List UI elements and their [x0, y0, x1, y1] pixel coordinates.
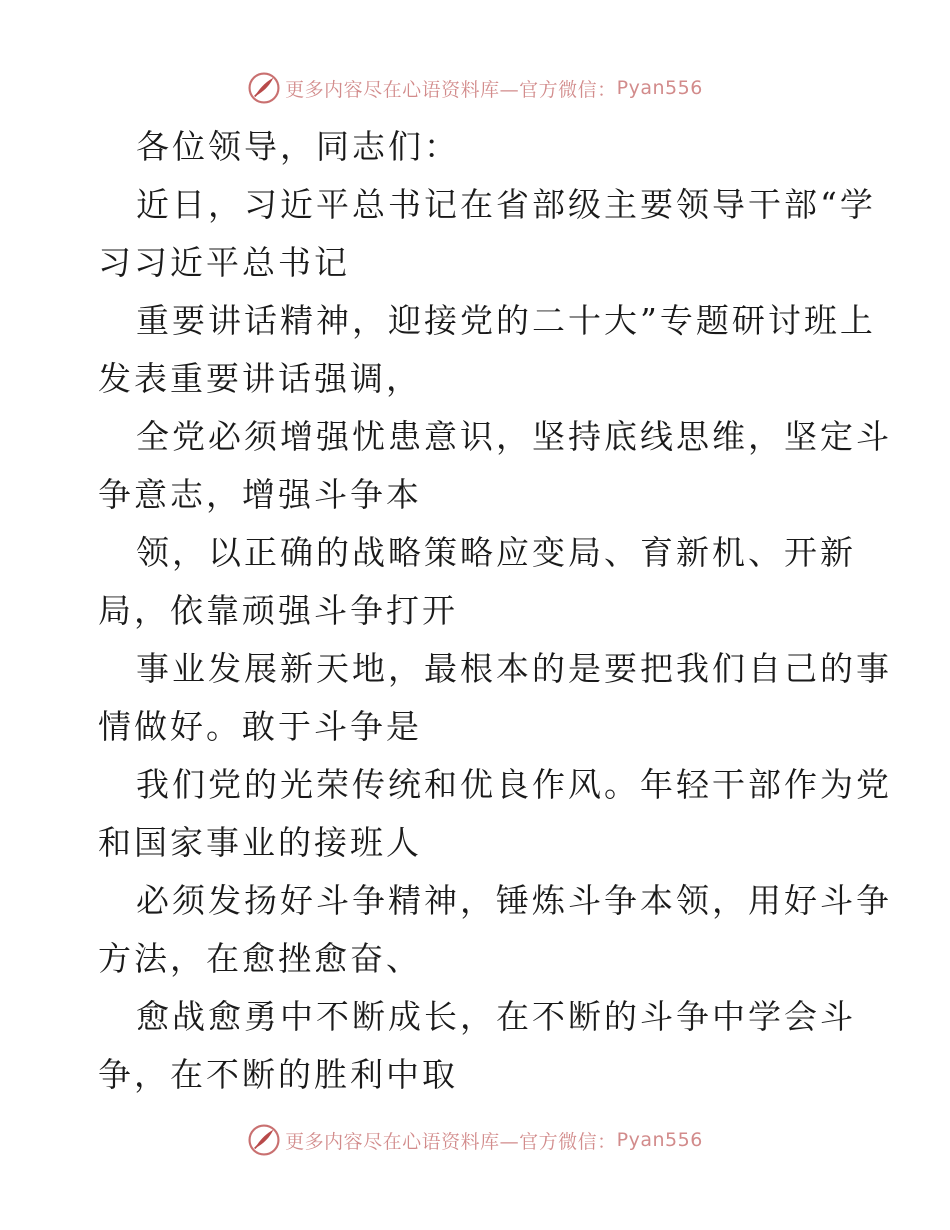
text-line: 情做好。敢于斗争是: [98, 707, 422, 746]
text-line: 必须发扬好斗争精神，锤炼斗争本领，用好斗争: [136, 881, 892, 920]
text-line: 我们党的光荣传统和优良作风。年轻干部作为党: [136, 765, 892, 804]
text-line: 争意志，增强斗争本: [98, 475, 422, 514]
header-watermark: [0, 68, 950, 108]
text-line: 方法，在愈挫愈奋、: [98, 939, 422, 978]
text-line: 全党必须增强忧患意识，坚持底线思维，坚定斗: [136, 417, 892, 456]
text-line: 愈战愈勇中不断成长，在不断的斗争中学会斗: [136, 997, 856, 1036]
text-line: 习习近平总书记: [98, 243, 350, 282]
text-line: 重要讲话精神，迎接党的二十大”专题研讨班上: [136, 301, 876, 340]
text-line: 争，在不断的胜利中取: [98, 1055, 458, 1094]
text-line: 领，以正确的战略策略应变局、育新机、开新: [136, 533, 856, 572]
footer-watermark: [0, 1120, 950, 1160]
text-line: 局，依靠顽强斗争打开: [98, 591, 458, 630]
text-line: 和国家事业的接班人: [98, 823, 422, 862]
watermark-text: 更多内容尽在心语资料库—官方微信：: [285, 78, 617, 101]
watermark-wechat-id: Pyan556: [616, 1129, 703, 1151]
quill-pen-logo-icon: [247, 1123, 281, 1157]
quill-pen-logo-icon: [247, 71, 281, 105]
text-line: 各位领导，同志们：: [136, 127, 460, 166]
watermark-text: 更多内容尽在心语资料库—官方微信：: [285, 1130, 617, 1153]
speech-body: [98, 118, 892, 1104]
text-line: 发表重要讲话强调，: [98, 359, 422, 398]
text-line: 事业发展新天地，最根本的是要把我们自己的事: [136, 649, 892, 688]
watermark-wechat-id: Pyan556: [616, 77, 703, 99]
text-line: 近日，习近平总书记在省部级主要领导干部“学: [136, 185, 876, 224]
